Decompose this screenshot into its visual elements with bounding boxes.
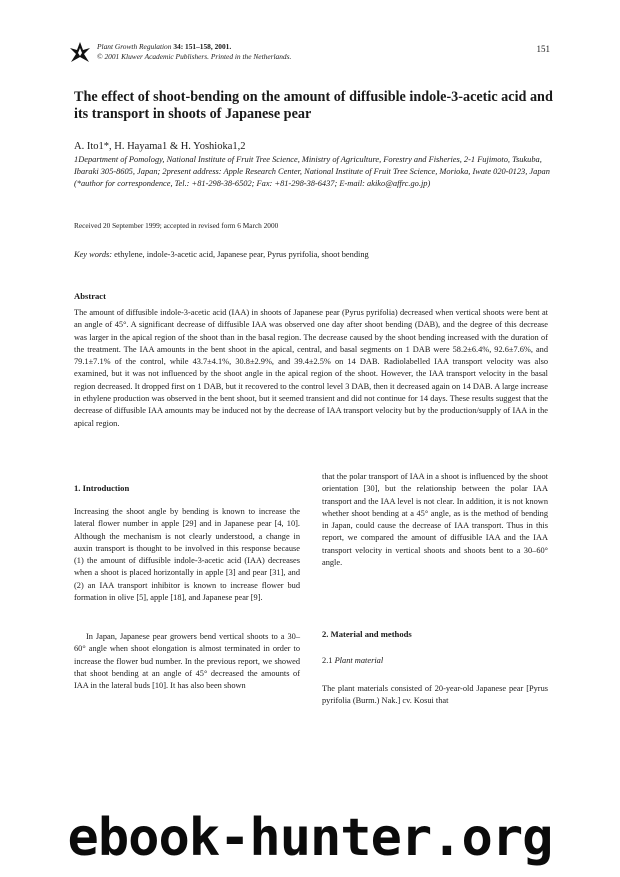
intro-paragraph-1: Increasing the shoot angle by bending is known to increase the lateral flower number in apple [29] and in Japanese pear [4, 10]. Although the mechanism is not clearly understood, a change in auxin transport is thought to be involved in this response because (1) the amount of diffusible indole-3-acetic acid (IAA) decreases when a shoot is placed horizontally in apple [3] and pear [31], and (2) an IAA transport inhibitor is known to increase flower bud formation in olive [5], apple [18], and Japanese pear [9].: [74, 507, 300, 603]
methods-paragraph-1: The plant materials consisted of 20-year-old Japanese pear [Pyrus pyrifolia (Burm.) Nak.] cv. Kosui that: [322, 684, 548, 706]
page-number: 151: [536, 44, 550, 54]
subsection-number: 2.1: [322, 656, 333, 665]
introduction-heading: 1. Introduction: [74, 483, 130, 493]
journal-header: [97, 42, 397, 62]
subsection-heading: [322, 656, 548, 665]
received-dates: Received 20 September 1999; accepted in revised form 6 March 2000: [74, 221, 279, 230]
abstract-heading: Abstract: [74, 291, 106, 301]
paper-title: The effect of shoot-bending on the amount of diffusible indole-3-acetic acid and its transport in shoots of Japanese pear: [74, 89, 553, 122]
volume-pages: 34: 151–158, 2001.: [173, 42, 232, 51]
journal-name: Plant Growth Regulation: [97, 42, 172, 51]
abstract-text: The amount of diffusible indole-3-acetic acid (IAA) in shoots of Japanese pear (Pyrus pyrifolia) decreased when vertical shoots were bent at an angle of 45°. A significant decrease of diffusible IAA was observed one day after shoot bending (DAB), and the degree of this decrease was larger in the apical region of the shoot than in the basal region. The decrease caused by the shoot bending increased with the duration of the treatment. The IAA amounts in the bent shoot in the apical, central, and basal segments on 1 DAB were 58.2±6.4%, 92.6±7.6%, and 79.1±7.1% of the control, while 43.7±4.1%, 30.8±2.9%, and 39.4±2.5% on 14 DAB. Radiolabelled IAA transport velocity was also examined, but it was not influenced by the shoot angle in the apical region of the shoot. However, the IAA transport velocity in the basal region decreased. It dropped first on 1 DAB, but it recovered to the control level 3 DAB, then it decreased again on 14 DAB. A large increase in ethylene production was observed in the bent shoot, but it seemed transient and did not continue for 14 days. These results suggest that the decrease of diffusible IAA amounts may be induced not by the decrease of IAA transport velocity but by the production/supply of IAA in the apical region.: [74, 308, 548, 428]
publisher-logo-icon: [70, 42, 90, 64]
intro-paragraph-3: that the polar transport of IAA in a shoot is influenced by the shoot orientation [30], but the relationship between the polar IAA transport and the IAA level is not clear. In addition, it is not known whether shoot bending at a 45° angle, as is the method of bending in Japan, could cause the decrease of IAA transport. Thus in this report, we compared the amount of diffusible IAA and the IAA transport velocity in vertical shoots and shoots bent to a 30–60° angle.: [322, 472, 548, 568]
keywords-label: Key words:: [74, 250, 113, 259]
affiliation: 1Department of Pomology, National Institute of Fruit Tree Science, Ministry of Agriculture, Forestry and Fisheries, 2-1 Fujimoto, Tsukuba, Ibaraki 305-8605, Japan; 2present address: Apple Research Center, National Institute of Fruit Tree Science, Morioka, Iwate 020-0123, Japan (*author for correspondence, Tel.: +81-298-38-6502; Fax: +81-298-38-6437; E-mail: akiko@affrc.go.jp): [74, 155, 550, 189]
intro-paragraph-2: In Japan, Japanese pear growers bend vertical shoots to a 30–60° angle when shoot elongation is almost terminated in order to increase the flower bud number. In the previous report, we showed that shoot bending at an angle of 45° decreased the amounts of IAA in the lateral buds [10]. It has also been shown: [74, 632, 300, 691]
keywords: [74, 250, 554, 259]
methods-heading: 2. Material and methods: [322, 629, 412, 639]
keywords-text: ethylene, indole-3-acetic acid, Japanese pear, Pyrus pyrifolia, shoot bending: [114, 250, 369, 259]
copyright-line: © 2001 Kluwer Academic Publishers. Printed in the Netherlands.: [97, 52, 292, 61]
watermark-text: ebook-hunter.org: [67, 808, 553, 868]
subsection-title: Plant material: [334, 656, 384, 665]
authors: A. Ito1*, H. Hayama1 & H. Yoshioka1,2: [74, 141, 246, 152]
